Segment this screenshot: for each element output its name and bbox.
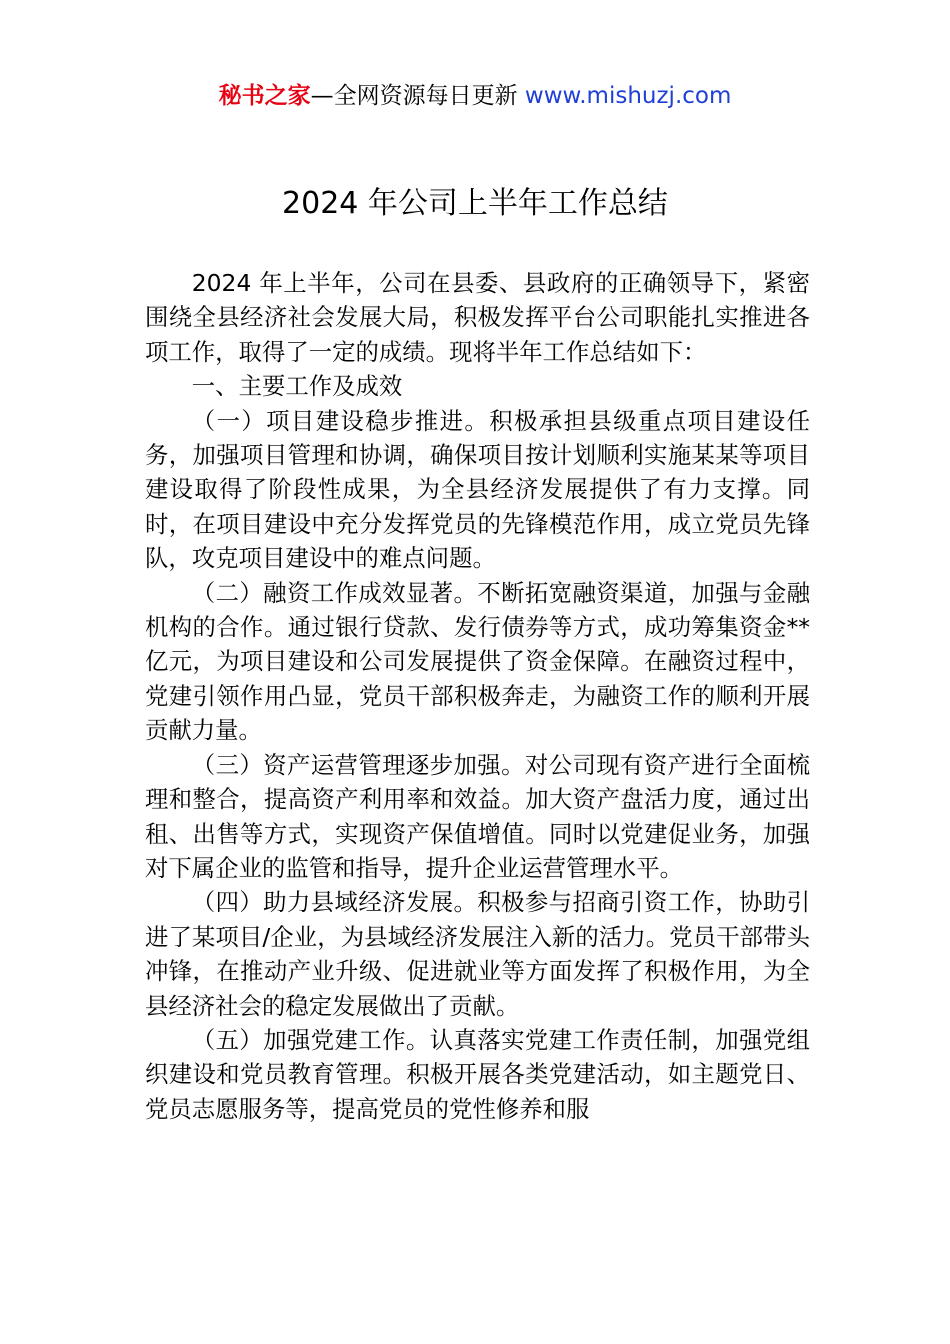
document-title: 2024 年公司上半年工作总结 (282, 186, 668, 221)
site-url-link[interactable]: www.mishuzj.com (524, 83, 732, 109)
paragraph-item-3: （三）资产运营管理逐步加强。对公司现有资产进行全面梳理和整合，提高资产利用率和效益。加大资产盘活力度，通过出租、出售等方式，实现资产保值增值。同时以党建促业务，加强对下属企业的监管和指导，提升企业运营管理水平。 (145, 750, 810, 882)
paragraph-item-4: （四）助力县域经济发展。积极参与招商引资工作，协助引进了某项目/企业，为县域经济发展注入新的活力。党员干部带头冲锋，在推动产业升级、促进就业等方面发挥了积极作用，为全县经济社会的稳定发展做出了贡献。 (145, 888, 810, 1020)
site-banner (0, 80, 950, 112)
document-body (145, 266, 810, 1126)
intro-paragraph: 2024 年上半年，公司在县委、县政府的正确领导下，紧密围绕全县经济社会发展大局，积极发挥平台公司职能扎实推进各项工作，取得了一定的成绩。现将半年工作总结如下： (145, 269, 810, 366)
site-slogan: —全网资源每日更新 (310, 83, 518, 109)
paragraph-item-1: （一）项目建设稳步推进。积极承担县级重点项目建设任务，加强项目管理和协调，确保项目按计划顺利实施某某等项目建设取得了阶段性成果，为全县经济发展提供了有力支撑。同时，在项目建设中充分发挥党员的先锋模范作用，成立党员先锋队，攻克项目建设中的难点问题。 (145, 406, 810, 573)
site-brand: 秘书之家 (218, 83, 311, 109)
section-heading: 一、主要工作及成效 (191, 372, 403, 401)
paragraph-item-5: （五）加强党建工作。认真落实党建工作责任制，加强党组织建设和党员教育管理。积极开展各类党建活动，如主题党日、党员志愿服务等，提高党员的党性修养和服 (145, 1025, 810, 1123)
paragraph-item-2: （二）融资工作成效显著。不断拓宽融资渠道，加强与金融机构的合作。通过银行贷款、发行债券等方式，成功筹集资金**亿元，为项目建设和公司发展提供了资金保障。在融资过程中，党建引领作用凸显，党员干部积极奔走，为融资工作的顺利开展贡献力量。 (145, 578, 810, 745)
